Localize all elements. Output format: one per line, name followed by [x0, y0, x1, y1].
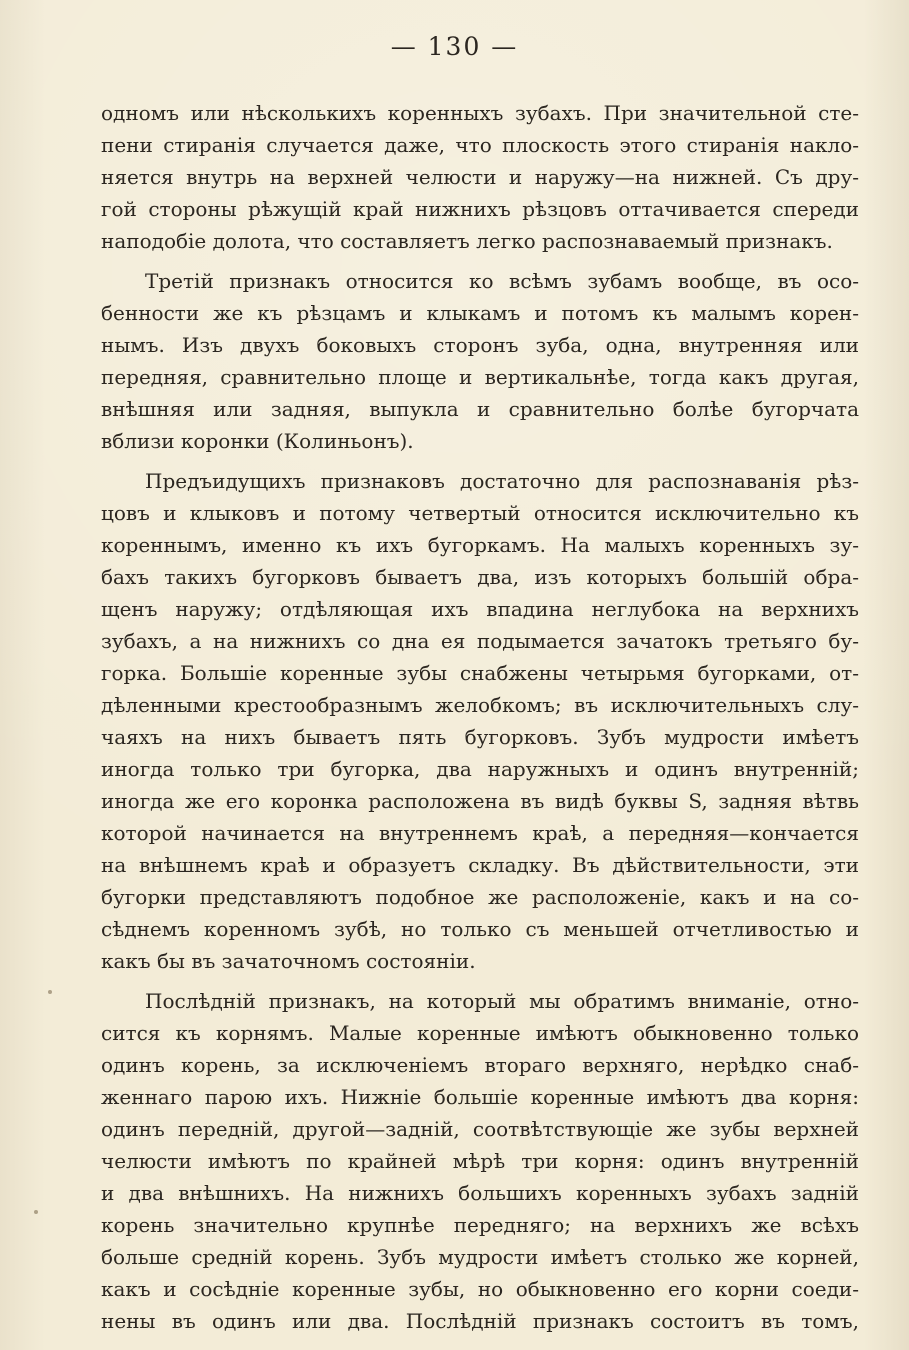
page-body [101, 97, 859, 1337]
page-number: — 130 — [390, 32, 519, 61]
text-line: бахъ такихъ бугорковъ бываетъ два, изъ которыхъ большій обра- [101, 565, 859, 589]
text-line: какъ бы въ зачаточномъ состояніи. [101, 949, 476, 973]
text-line: цовъ и клыковъ и потому четвертый относится исключительно къ [101, 501, 859, 525]
text-line: кореннымъ, именно къ ихъ бугоркамъ. На малыхъ коренныхъ зу- [101, 533, 859, 557]
text-line: женнаго парою ихъ. Нижніе большіе коренные имѣютъ два корня: [101, 1085, 859, 1109]
text-line: челюсти имѣютъ по крайней мѣрѣ три корня: одинъ внутренній [101, 1149, 859, 1173]
text-line: горка. Большіе коренные зубы снабжены четырьмя бугорками, от- [101, 661, 859, 685]
paragraph [101, 265, 859, 457]
text-line: сится къ корнямъ. Малые коренные имѣютъ обыкновенно только [101, 1021, 859, 1045]
text-line: на внѣшнемъ краѣ и образуетъ складку. Въ дѣйствительности, эти [101, 853, 859, 877]
text-line: Третій признакъ относится ко всѣмъ зубамъ вообще, въ осо- [145, 269, 859, 293]
text-line: иногда же его коронка расположена въ видѣ буквы S, задняя вѣтвь [101, 789, 859, 813]
text-line: иногда только три бугорка, два наружныхъ и одинъ внутренній; [101, 757, 859, 781]
text-line: наподобіе долота, что составляетъ легко распознаваемый признакъ. [101, 229, 833, 253]
text-line: Послѣдній признакъ, на который мы обратимъ вниманіе, отно- [145, 989, 859, 1013]
paragraph [101, 97, 859, 257]
text-line: нены въ одинъ или два. Послѣдній признакъ состоитъ въ томъ, [101, 1309, 859, 1333]
text-line: которой начинается на внутреннемъ краѣ, а передняя—кончается [101, 821, 859, 845]
ink-spot [48, 990, 52, 994]
text-line: бугорки представляютъ подобное же расположеніе, какъ и на со- [101, 885, 859, 909]
text-line: одномъ или нѣсколькихъ коренныхъ зубахъ. При значительной сте- [101, 101, 859, 125]
text-line: бенности же къ рѣзцамъ и клыкамъ и потомъ къ малымъ корен- [101, 301, 859, 325]
text-line: одинъ корень, за исключеніемъ втораго верхняго, нерѣдко снаб- [101, 1053, 859, 1077]
text-line: Предъидущихъ признаковъ достаточно для распознаванія рѣз- [145, 469, 859, 493]
text-line: гой стороны рѣжущій край нижнихъ рѣзцовъ оттачивается спереди [101, 197, 859, 221]
text-line: вблизи коронки (Колиньонъ). [101, 429, 414, 453]
text-line: передняя, сравнительно площе и вертикальнѣе, тогда какъ другая, [101, 365, 859, 389]
text-line: пени стиранія случается даже, что плоскость этого стиранія накло- [101, 133, 859, 157]
text-line: няется внутрь на верхней челюсти и наружу—на нижней. Съ дру- [101, 165, 859, 189]
text-line: внѣшняя или задняя, выпукла и сравнительно болѣе бугорчата [101, 397, 859, 421]
text-line: щенъ наружу; отдѣляющая ихъ впадина неглубока на верхнихъ [101, 597, 859, 621]
ink-spot [34, 1210, 38, 1214]
text-line: корень значительно крупнѣе передняго; на верхнихъ же всѣхъ [101, 1213, 859, 1237]
text-line: одинъ передній, другой—задній, соотвѣтствующіе же зубы верхней [101, 1117, 859, 1141]
paragraph [101, 465, 859, 977]
text-line: сѣднемъ коренномъ зубѣ, но только съ меньшей отчетливостью и [101, 917, 859, 941]
text-line: зубахъ, а на нижнихъ со дна ея подымается зачатокъ третьяго бу- [101, 629, 859, 653]
text-line: больше средній корень. Зубъ мудрости имѣетъ столько же корней, [101, 1245, 859, 1269]
text-line: и два внѣшнихъ. На нижнихъ большихъ коренныхъ зубахъ задній [101, 1181, 859, 1205]
text-line: дѣленными крестообразнымъ желобкомъ; въ исключительныхъ слу- [101, 693, 859, 717]
text-line: какъ и сосѣдніе коренные зубы, но обыкновенно его корни соеди- [101, 1277, 859, 1301]
paragraph [101, 985, 859, 1337]
text-line: чаяхъ на нихъ бываетъ пять бугорковъ. Зубъ мудрости имѣетъ [101, 725, 859, 749]
text-line: нымъ. Изъ двухъ боковыхъ сторонъ зуба, одна, внутренняя или [101, 333, 859, 357]
